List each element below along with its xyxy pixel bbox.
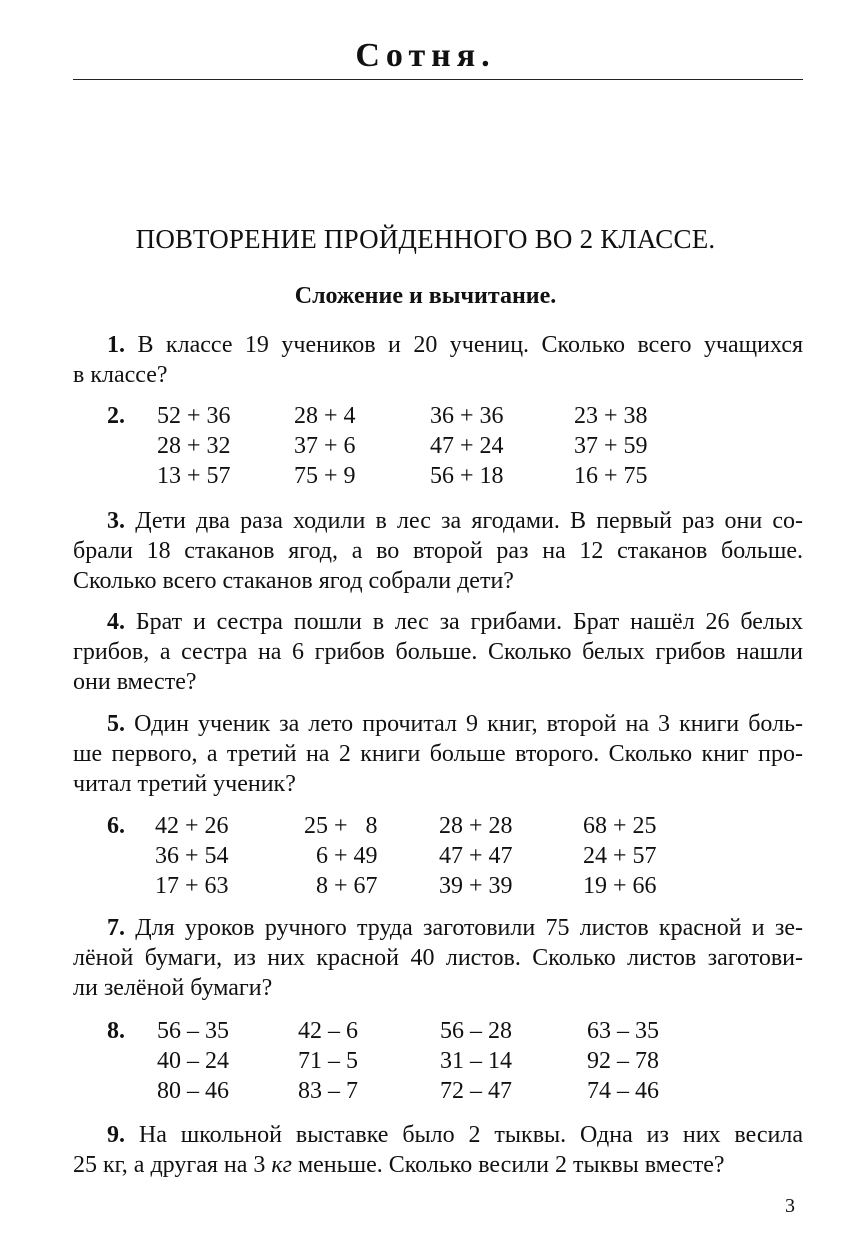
running-title: Сотня.	[355, 37, 496, 74]
problem-7	[73, 913, 803, 1003]
problem-line	[73, 506, 803, 536]
subsection-title: Сложение и вычитание.	[294, 283, 557, 309]
expression: 42 – 6	[298, 1018, 358, 1044]
problem-line	[73, 1120, 803, 1150]
unit-kg: кг	[271, 1152, 292, 1178]
problem-text: Один ученик за лето прочитал 9 книг, второй на 3 книги боль-	[134, 711, 803, 737]
expression: 83 – 7	[298, 1078, 358, 1104]
expression: 56 – 35	[157, 1018, 229, 1044]
expression: 92 – 78	[587, 1048, 659, 1074]
expression: 72 – 47	[440, 1078, 512, 1104]
expression: 42 + 26	[155, 813, 229, 839]
problem-line: они вместе?	[73, 669, 197, 695]
problem-line: грибов, а сестра на 6 грибов больше. Сколько белых грибов нашли	[73, 639, 803, 665]
expression: 23 + 38	[574, 403, 648, 429]
expression: 8 + 67	[304, 873, 378, 899]
expression: 6 + 49	[304, 843, 378, 869]
problem-line	[73, 709, 803, 739]
problem-text: В классе 19 учеников и 20 учениц. Сколько всего учащихся	[137, 332, 804, 358]
expression: 28 + 4	[294, 403, 356, 429]
problem-text: 25 кг, а другая на 3	[73, 1152, 272, 1178]
expression: 25 + 8	[304, 813, 378, 839]
problem-line: лёной бумаги, из них красной 40 листов. Сколько листов заготови-	[73, 945, 803, 971]
expression: 68 + 25	[583, 813, 657, 839]
expression: 31 – 14	[440, 1048, 512, 1074]
page-number: 3	[785, 1195, 795, 1217]
problem-number: 8.	[107, 1018, 125, 1044]
problem-line	[73, 913, 803, 943]
expression: 75 + 9	[294, 463, 356, 489]
problem-text: меньше. Сколько весили 2 тыквы вместе?	[291, 1152, 725, 1178]
problem-text: Дети два раза ходили в лес за ягодами. В первый раз они со-	[135, 508, 804, 534]
expression: 52 + 36	[157, 403, 231, 429]
section-title: ПОВТОРЕНИЕ ПРОЙДЕННОГО ВО 2 КЛАССЕ.	[135, 224, 716, 254]
expression: 39 + 39	[439, 873, 513, 899]
expression: 56 – 28	[440, 1018, 512, 1044]
expression: 47 + 47	[439, 843, 513, 869]
expression: 19 + 66	[583, 873, 657, 899]
expression: 71 – 5	[298, 1048, 358, 1074]
problem-number: 7.	[107, 915, 125, 941]
problem-line: ли зелёной бумаги?	[73, 975, 273, 1001]
problem-number: 4.	[107, 609, 125, 635]
problem-line	[73, 330, 803, 360]
problem-number: 2.	[107, 403, 125, 429]
expression: 28 + 28	[439, 813, 513, 839]
problem-line: ше первого, а третий на 2 книги больше второго. Сколько книг про-	[73, 741, 803, 767]
expression: 56 + 18	[430, 463, 504, 489]
problem-line: читал третий ученик?	[73, 771, 296, 797]
problem-number: 3.	[107, 508, 125, 534]
problem-5	[73, 709, 803, 799]
expression: 28 + 32	[157, 433, 231, 459]
expression: 74 – 46	[587, 1078, 659, 1104]
problem-text: На школьной выставке было 2 тыквы. Одна из них весила	[138, 1122, 803, 1148]
problem-3	[73, 506, 803, 596]
problem-4	[73, 607, 803, 697]
expression: 36 + 36	[430, 403, 504, 429]
expression: 17 + 63	[155, 873, 229, 899]
problem-line	[73, 607, 803, 637]
expression: 24 + 57	[583, 843, 657, 869]
expression: 37 + 59	[574, 433, 648, 459]
problem-line: Сколько всего стаканов ягод собрали дети?	[73, 568, 514, 594]
problem-1	[73, 330, 803, 390]
problem-number: 5.	[107, 711, 125, 737]
header-rule	[73, 79, 803, 80]
expression: 47 + 24	[430, 433, 504, 459]
problem-text: Брат и сестра пошли в лес за грибами. Брат нашёл 26 белых	[135, 609, 803, 635]
expression: 16 + 75	[574, 463, 648, 489]
expression: 63 – 35	[587, 1018, 659, 1044]
expression: 40 – 24	[157, 1048, 229, 1074]
expression: 13 + 57	[157, 463, 231, 489]
problem-number: 1.	[107, 332, 125, 358]
problem-text: Для уроков ручного труда заготовили 75 листов красной и зе-	[135, 915, 803, 941]
expression: 37 + 6	[294, 433, 356, 459]
problem-line	[73, 1150, 803, 1180]
problem-line: брали 18 стаканов ягод, а во второй раз на 12 стаканов больше.	[73, 538, 803, 564]
expression: 36 + 54	[155, 843, 229, 869]
expression: 80 – 46	[157, 1078, 229, 1104]
problem-number: 9.	[107, 1122, 125, 1148]
problem-number: 6.	[107, 813, 125, 839]
problem-line: в классе?	[73, 362, 168, 388]
problem-9	[73, 1120, 803, 1180]
